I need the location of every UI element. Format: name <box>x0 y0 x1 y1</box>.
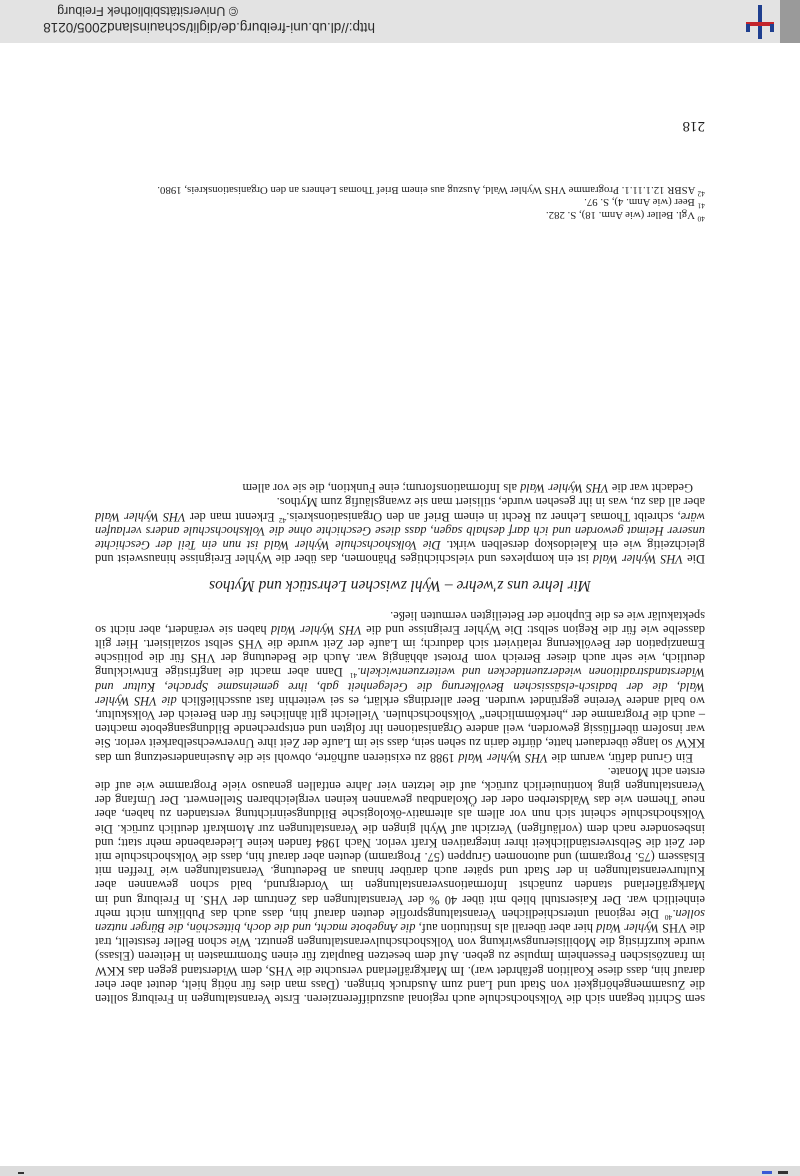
paragraph-3 <box>95 495 705 566</box>
page-number: 218 <box>682 118 705 134</box>
footnote-ref: 41 <box>349 671 358 681</box>
paragraph-2 <box>95 608 705 764</box>
text-run: Dann aber macht die langfristige Entwicklung deutlich, wie sehr auch dieser Bereich vom Protest abhängig war. Auch die Bedeutung der VHS für die politische Emanzipation der Bevölkerung relativiert sich dadurch; im Laufe der Zeit wurde die VHS selbst sozialisiert. Hier gilt dasselbe wie für die Region selbst: Die Wyhler Ereignisse und die <box>95 622 705 680</box>
text-run: die Angebote macht, und die doch, bitteschön, die Bürger nutzen sollen. <box>95 906 705 935</box>
paragraph-4 <box>95 481 705 495</box>
text-run: sem Schritt begann sich die Volkshochschule auch regional auszudifferenzieren. Erste Veranstaltungen in Freiburg sollten die Zusammengehörigkeit von Stadt und Land zum Ausdruck bringen. (Dass man dies für nötig hielt, deutet aber eher darauf hin, dass diese Koalition gefährdet war). Im Markgräflerland versuchte die VHS, dem Widerstand gegen das KKW im französischen Fessenheim Impulse zu geben. Auf dem besetzen Bauplatz für einen Stromrmasten in Heiteren (Elsass) wurde kurzfristig die Mobilisierungswirkung von Volkshochschulveranstaltungen genutzt. Wie schon Beller feststellt, trat die VHS <box>95 920 705 1006</box>
watermark-url[interactable]: http://dl.ub.uni-freiburg.de/diglit/schauinsland2005/0218 <box>43 20 375 35</box>
text-run: 1988 zu existieren aufhörte, obwohl sie die Auseinandersetzung um das KKW so lange überdauert hatte, dürfte darin zu sehen sein, dass sie im Laufe der Zeit ihre Unverwechselbarkeit verlor. Sie war insofern überflüssig geworden, weil andere Organisationen ihr folgten und entsprechende Bildungsangebote machten – auch die Programme der „herkömmlichen“ Volkshochschulen. Vielleicht gilt ähnliches für den Bereich der Volkskultur, wo bald andere Vereine gegründet wurden. Beer allerdings erklärt, es sei weiterhin fast ausschließlich <box>95 693 705 765</box>
text-run: Erkennt man der <box>185 509 279 524</box>
body-text <box>95 481 705 1006</box>
footnote-ref: 42 <box>278 515 287 525</box>
text-run: Die regional unterschiedlichen Veranstaltungsprofile deuten darauf hin, dass auch das Publikum nicht mehr einheitlich war. Der Kaiserstuhl blieb mit über 40 % der Veranstaltungen das Zentrum der VHS. In Freiburg und im Markgräflerland standen zunächst Informationsveranstaltungen im Vordergrund, bald schon gewannen aber Kulturveranstaltungen in der Stadt und später auch darüber hinaus an Bedeutung. Veranstaltungen wie Treffen mit Elsässern (75. Programm) und autonomen Gruppen (57. Programm) deuten aber darauf hin, dass die Volkshochschule mit der Zeit die Selbstverständlichkeit ihrer integrativen Kraft verlor. Nach 1984 fanden keine Liederabende mehr statt; und insbesondere nach dem (vorläufigen) Verzicht auf Wyhl gingen die Veranstaltungen zur Atomkraft deutlich zurück. Die Volkshochschule scheint sich nun vor allem als alternativ-ökologische Bildungseinrichtung verstanden zu haben, aber neue Themen wie das Waldsterben oder der Ökolandbau gewannen keinen vergleichbaren Stellenwert. Der Umfang der Veranstaltungen ging kontinuierlich zurück, auf die letzten vier Jahre entfallen genauso viele Programme wie auf die ersten acht Monate. <box>95 764 705 921</box>
text-run: VHS Wyhler Wald <box>95 509 186 524</box>
text-run: Die <box>683 552 705 567</box>
section-heading: Mir lehre uns z'wehre – Wyhl zwischen Lehrstück und Mythos <box>209 577 591 595</box>
text-run: hier aber überall als Institution auf, <box>415 920 597 935</box>
watermark-copyright: © Universitätsbibliothek Freiburg <box>57 4 238 18</box>
watermark-side-bar <box>780 0 800 43</box>
text-run: Ein Grund dafür, warum die <box>547 750 693 765</box>
text-run: VHS Wyhler Wald <box>270 622 362 637</box>
scan-dot <box>18 1172 24 1174</box>
text-run: VHS Wyhler Wald <box>520 481 609 496</box>
text-run: aber all das zu, was in ihr gesehen wurde, stilisiert man sie zwangsläufig zum Mythos. <box>276 495 705 510</box>
footnote-41: $^{41}$ Beer (wie Anm. 4), S. 97. <box>584 196 705 211</box>
footnote-40: $^{40}$ Vgl. Beller (wie Anm. 18), S. 282. <box>545 209 705 224</box>
library-logo-icon <box>740 5 780 39</box>
footnote-42: $^{42}$ ASBR 12.1.11.1. Programme VHS Wyhler Wald, Auszug aus einem Brief Thomas Lehners an den Organisationskreis, 1980. <box>157 183 705 199</box>
text-run: ist ein komplexes und vielschichtiges Phänomen, das über die Wyhler Ereignisse hinausweist und gleichzeitig wie ein Kaleidoskop derselben wirkt. <box>95 538 705 567</box>
text-run: VHS Wyhler Wald <box>458 750 548 765</box>
text-run: Wyhler Wald <box>596 920 659 935</box>
text-run: haben sie verändert, aber nicht so spektakulär wie es die Euphorie der Beteiligten vermuten ließe. <box>95 608 705 637</box>
text-run: , schreibt Thomas Lehner zu Recht in einem Brief an den Organisationskreis. <box>286 509 681 524</box>
footnotes <box>95 183 705 224</box>
text-run: als Informationsforum; eine Funktion, die sie vor allem <box>242 481 521 496</box>
footnote-ref: 40 <box>664 912 673 922</box>
paragraph-1 <box>95 765 705 1006</box>
scan-marker-icon <box>760 1168 788 1174</box>
text-run: Gedacht war die <box>608 481 693 496</box>
bottom-scan-strip <box>0 1166 800 1176</box>
text-run: Die Volkshochschule Wyhler Wald ist nun ein Teil der Geschichte unserer Heimat geworden und ich darf deshalb sagen, dass diese Geschichte ohne die Volkshochschule anders verlaufen wäre <box>95 509 705 553</box>
text-run: VHS Wyhler Wald <box>592 552 684 567</box>
text-run: die VHS Wyhler Wald, die der badisch-elsässischen Bevölkerung die Gelegenheit gab, ihre gemeinsame Sprache, Kultur und Widerstandstraditionen wiederzuentdecken und weiterzuentwickeln. <box>94 665 705 708</box>
